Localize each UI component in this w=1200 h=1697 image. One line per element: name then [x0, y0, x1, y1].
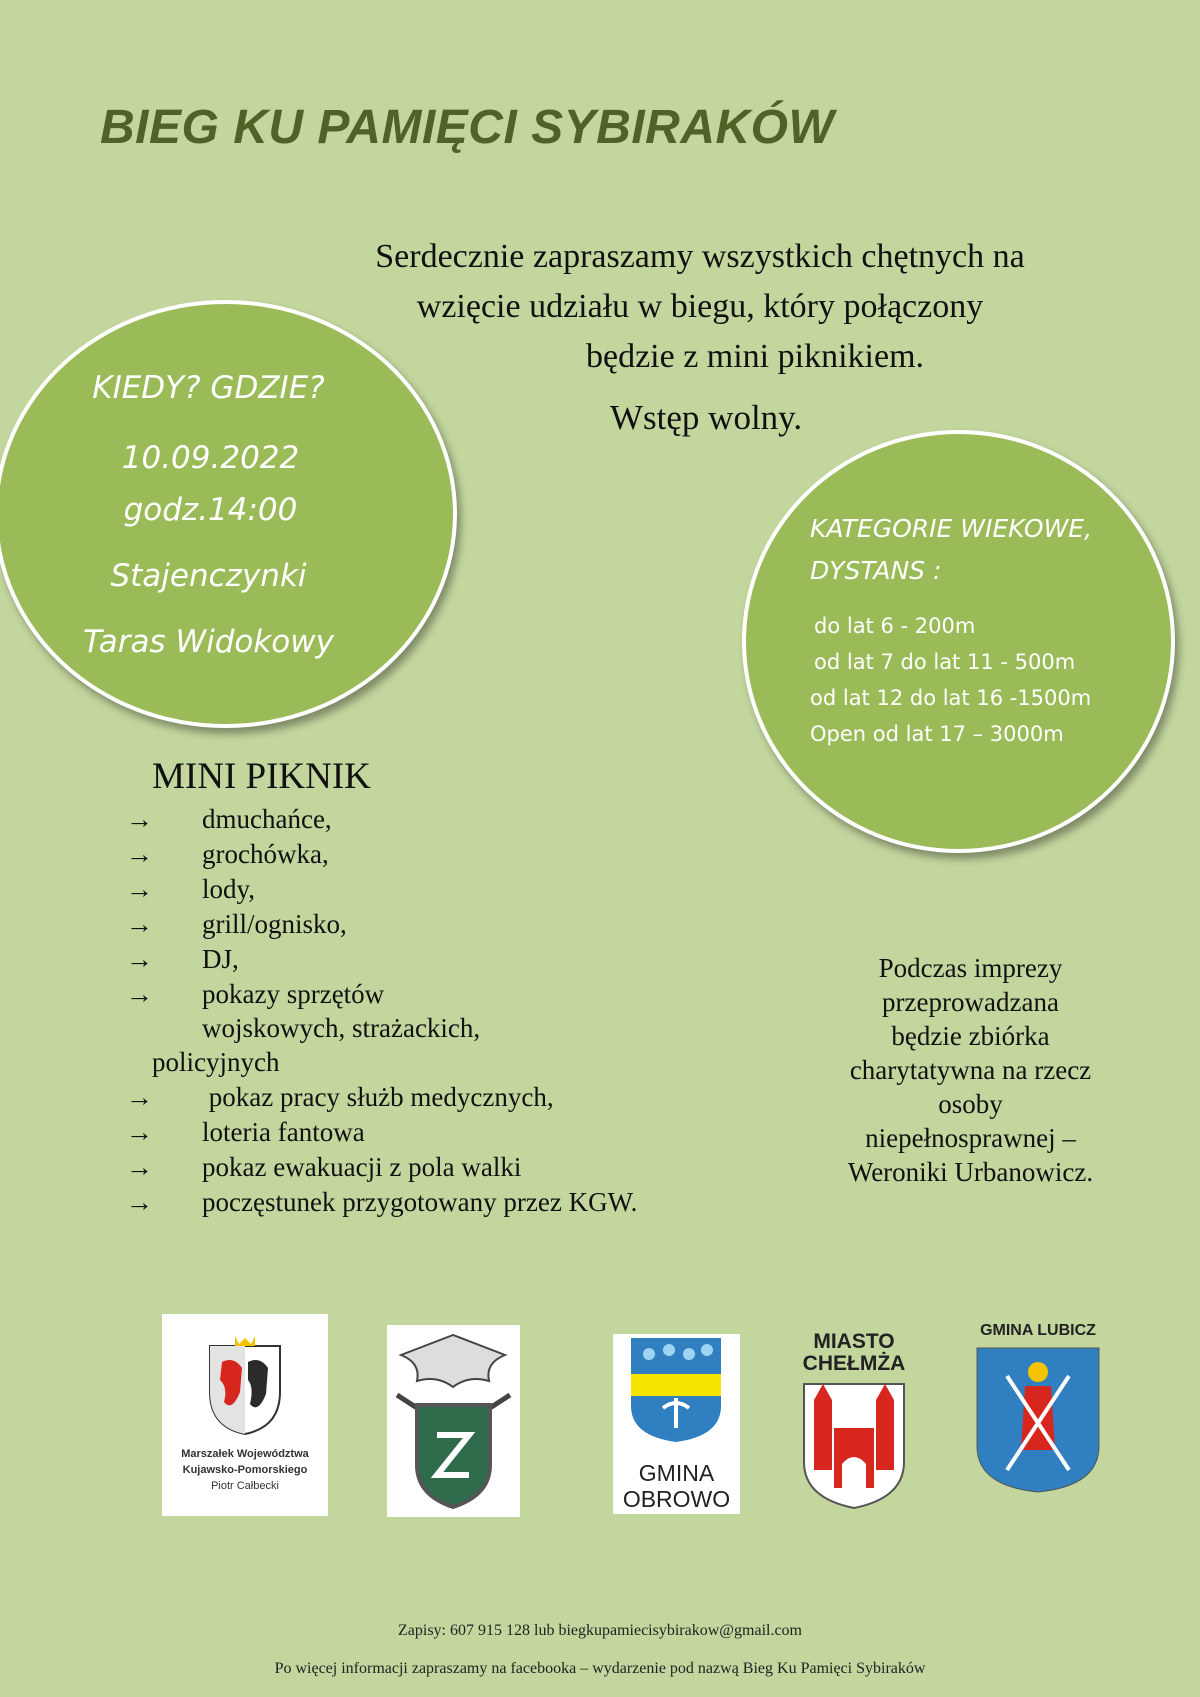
categories-heading: KATEGORIE WIEKOWE,: [810, 514, 1093, 543]
category-item: do lat 6 - 200m: [814, 614, 976, 638]
marshal-line: Kujawsko-Pomorskiego: [182, 1464, 308, 1476]
arrow-icon: →: [126, 874, 153, 904]
sybiraks-logo: [387, 1325, 520, 1517]
marshal-line: Marszałek Województwa: [181, 1448, 309, 1460]
arrow-icon: →: [126, 1152, 153, 1182]
arrow-icon: →: [126, 1082, 153, 1112]
when-where-heading: KIEDY? GDZIE?: [92, 370, 325, 406]
when-where-circle: [0, 300, 457, 728]
lubicz-crest-icon: [973, 1346, 1103, 1494]
arrow-icon: →: [126, 804, 153, 834]
arrow-icon: →: [126, 1187, 153, 1217]
obrowo-logo: [613, 1334, 740, 1514]
list-item-text: pokaz ewakuacji z pola walki: [202, 1152, 522, 1182]
event-date: 10.09.2022: [121, 440, 300, 476]
event-time: godz.14:00: [123, 492, 298, 528]
list-item-text: grill/ognisko,: [202, 909, 347, 939]
picnic-title: MINI PIKNIK: [152, 756, 371, 797]
intro-line: Serdecznie zapraszamy wszystkich chętnych na: [375, 238, 1025, 275]
charity-line: Podczas imprezy: [878, 953, 1063, 983]
list-item-text: dmuchańce,: [202, 804, 332, 834]
lubicz-logo: [973, 1322, 1103, 1492]
obrowo-line: OBROWO: [622, 1486, 731, 1512]
sybiraks-emblem-icon: [387, 1325, 520, 1517]
free-entry-text: Wstęp wolny.: [610, 398, 803, 437]
list-item-text: grochówka,: [202, 839, 329, 869]
category-item: od lat 12 do lat 16 -1500m: [810, 686, 1092, 710]
charity-line: niepełnosprawnej –: [865, 1123, 1076, 1153]
charity-line: charytatywna na rzecz: [849, 1055, 1092, 1085]
arrow-icon: →: [126, 839, 153, 869]
obrowo-crest-icon: [613, 1336, 740, 1444]
marshal-logo: [162, 1314, 328, 1516]
category-item: od lat 7 do lat 11 - 500m: [814, 650, 1076, 674]
arrow-icon: →: [126, 944, 153, 974]
categories-heading: DYSTANS :: [810, 556, 942, 585]
list-item-text: pokazy sprzętów: [202, 979, 385, 1009]
list-item-text: poczęstunek przygotowany przez KGW.: [202, 1187, 638, 1217]
arrow-icon: →: [126, 909, 153, 939]
obrowo-line: GMINA: [638, 1460, 715, 1486]
charity-line: przeprowadzana: [882, 987, 1059, 1017]
chelmza-crest-icon: [790, 1380, 918, 1510]
arrow-icon: →: [126, 979, 153, 1009]
charity-line: Weroniki Urbanowicz.: [847, 1157, 1094, 1187]
list-item-continuation: wojskowych, strażackich,: [202, 1013, 481, 1043]
event-place: Stajenczynki: [110, 558, 307, 594]
pomerania-crest-icon: [162, 1332, 328, 1442]
event-venue: Taras Widokowy: [83, 624, 334, 660]
page-title: BIEG KU PAMIĘCI SYBIRAKÓW: [100, 101, 835, 154]
intro-line: będzie z mini piknikiem.: [585, 338, 925, 375]
marshal-line: Piotr Całbecki: [211, 1480, 279, 1492]
list-item-text: pokaz pracy służb medycznych,: [202, 1082, 554, 1112]
charity-line: osoby: [938, 1089, 1003, 1119]
intro-line: wzięcie udziału w biegu, który połączony: [416, 288, 984, 325]
registration-info: Zapisy: 607 915 128 lub biegkupamiecisybirakow@gmail.com: [398, 1622, 802, 1639]
categories-circle: [742, 430, 1175, 853]
category-item: Open od lat 17 – 3000m: [810, 722, 1064, 746]
list-item-text: DJ,: [202, 944, 239, 974]
more-info: Po więcej informacji zapraszamy na facebooka – wydarzenie pod nazwą Bieg Ku Pamięci Sybiraków: [274, 1660, 926, 1677]
intro-text: [300, 232, 1100, 382]
chelmza-logo: [790, 1330, 918, 1510]
list-item-text: loteria fantowa: [202, 1117, 365, 1147]
chelmza-line: MIASTO: [813, 1330, 895, 1353]
arrow-icon: →: [126, 1117, 153, 1147]
list-item-continuation: policyjnych: [152, 1047, 280, 1077]
lubicz-line: GMINA LUBICZ: [980, 1322, 1096, 1339]
charity-line: będzie zbiórka: [891, 1021, 1050, 1051]
chelmza-line: CHEŁMŻA: [802, 1352, 906, 1375]
charity-note: [808, 951, 1133, 1189]
list-item-text: lody,: [202, 874, 255, 904]
